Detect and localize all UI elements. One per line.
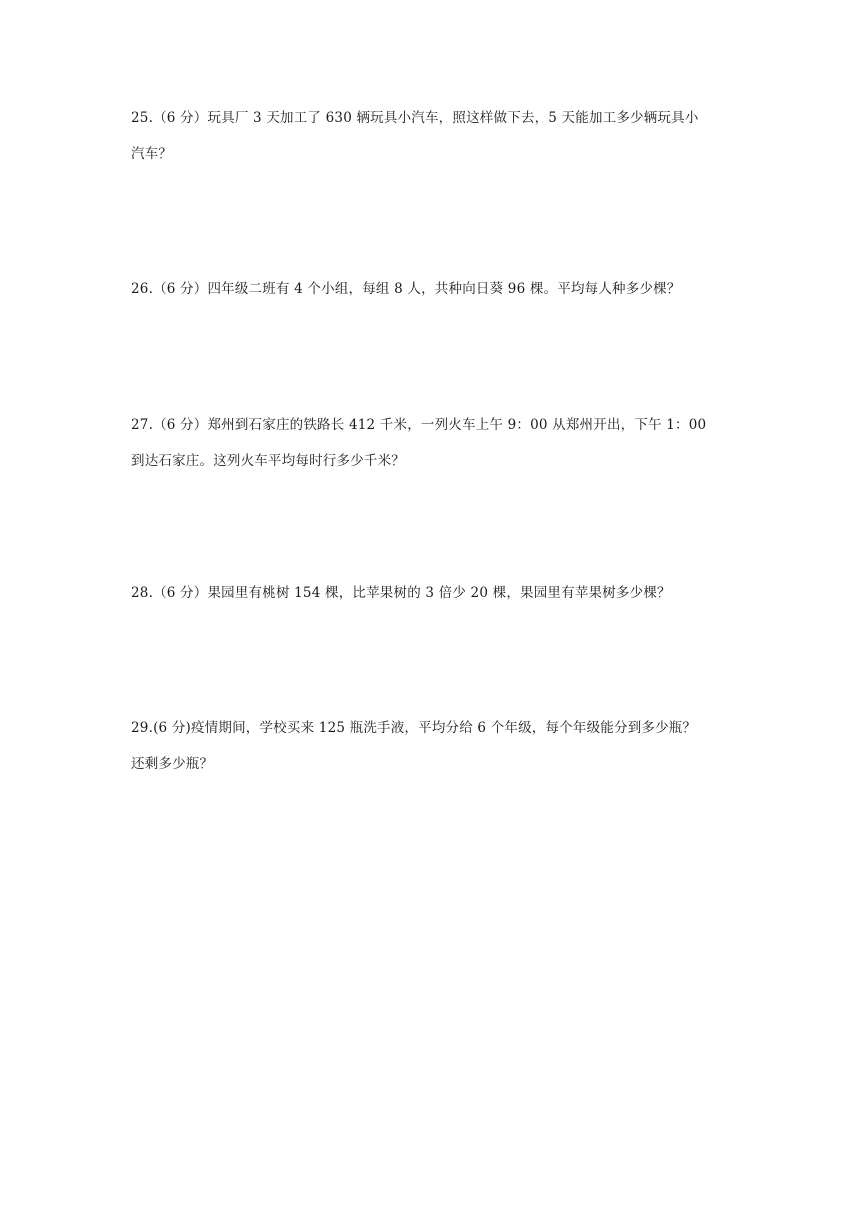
question-25 <box>131 100 741 172</box>
question-text-line: 26.（6 分）四年级二班有 4 个小组，每组 8 人，共种向日葵 96 棵。平均每人种多少棵？ <box>131 281 681 297</box>
question-29 <box>131 710 741 782</box>
question-27 <box>131 407 741 479</box>
question-text-line: 到达石家庄。这列火车平均每时行多少千米？ <box>131 453 405 469</box>
question-text-line: 27.（6 分）郑州到石家庄的铁路长 412 千米，一列火车上午 9：00 从郑州开出，下午 1：00 <box>131 417 707 433</box>
question-text-line: 28.（6 分）果园里有桃树 154 棵，比苹果树的 3 倍少 20 棵，果园里有苹果树多少棵？ <box>131 585 671 601</box>
question-text-line: 汽车？ <box>131 146 173 162</box>
question-26 <box>131 271 741 307</box>
question-text-line: 25.（6 分）玩具厂 3 天加工了 630 辆玩具小汽车，照这样做下去，5 天能加工多少辆玩具小 <box>131 110 699 126</box>
question-28 <box>131 575 741 611</box>
question-text-line: 29.(6 分)疫情期间，学校买来 125 瓶洗手液，平均分给 6 个年级，每个年级能分到多少瓶？ <box>131 720 697 736</box>
question-text-line: 还剩多少瓶？ <box>131 756 214 772</box>
